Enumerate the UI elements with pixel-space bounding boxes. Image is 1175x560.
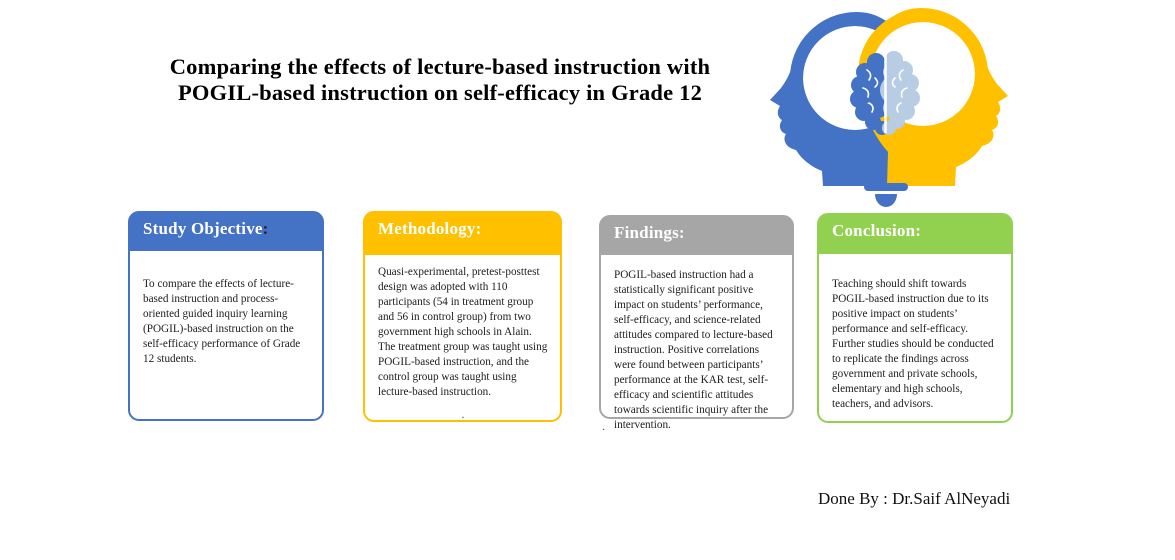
card-methodology-body	[365, 255, 560, 419]
card-findings-colon: :	[678, 223, 685, 242]
card-conclusion-text: Teaching should shift towards POGIL-based instruction due to its positive impact on students’ performance and self-efficacy. Further studies should be conducted to replicate the findings across government and private schools, elementary and high schools, teachers, and advisors.	[832, 278, 994, 410]
card-conclusion-header	[819, 215, 1011, 254]
card-methodology-header	[365, 213, 560, 255]
card-methodology	[363, 211, 562, 422]
card-findings	[599, 215, 794, 431]
card-findings-body	[601, 255, 792, 433]
card-study-objective-body	[130, 251, 322, 367]
findings-stray-dot: .	[602, 419, 605, 433]
card-study-objective-header	[130, 213, 322, 251]
bulb-base-icon	[864, 183, 908, 207]
title-line-2: POGIL-based instruction on self-efficacy in Grade 12	[177, 80, 703, 105]
card-methodology-colon: :	[475, 219, 482, 238]
card-study-objective	[128, 211, 324, 421]
methodology-stray-dot: .	[461, 407, 465, 421]
title-line-1: Comparing the effects of lecture-based instruction with	[169, 54, 711, 79]
card-findings-title: Findings	[614, 223, 679, 242]
page-title	[95, 54, 785, 106]
heads-brain-svg	[763, 0, 1025, 210]
card-conclusion-colon: :	[915, 221, 922, 240]
card-conclusion	[817, 213, 1013, 423]
card-conclusion-body	[819, 254, 1011, 412]
card-conclusion-title: Conclusion	[832, 221, 916, 240]
card-findings-header	[601, 217, 792, 255]
credit-text: Done By : Dr.Saif AlNeyadi	[818, 489, 1011, 508]
card-study-objective-title: Study Objective	[143, 219, 263, 238]
card-methodology-title: Methodology	[378, 219, 476, 238]
card-study-objective-colon: :	[262, 219, 269, 238]
heads-brain-illustration	[763, 0, 1025, 210]
card-methodology-text: Quasi-experimental, pretest-posttest design was adopted with 110 participants (54 in treatment group and 56 in control group) from two government high schools in Alain. The treatment group was taught using POGIL-based instruction, and the control group was taught using lecture-based instruction.	[378, 266, 548, 398]
card-study-objective-text: To compare the effects of lecture-based instruction and process-oriented guided inquiry learning (POGIL)-based instruction on the self-efficacy performance of Grade 12 students.	[143, 278, 301, 365]
card-findings-text: POGIL-based instruction had a statistically significant positive impact on students’ performance, self-efficacy, and science-related attitudes compared to lecture-based instruction. Positive correlations were found between participants’ performance at the KAR test, self-efficacy and scientific attitudes towards scientific inquiry after the intervention.	[614, 269, 773, 431]
